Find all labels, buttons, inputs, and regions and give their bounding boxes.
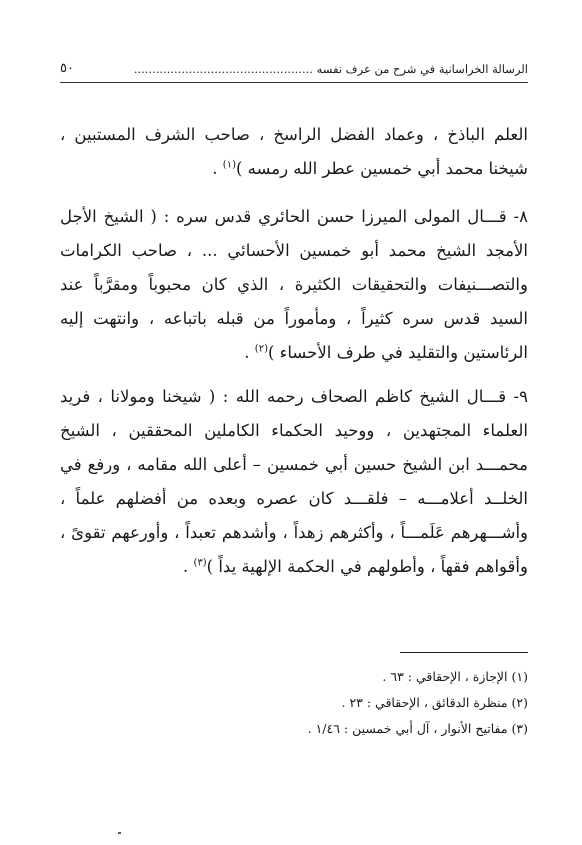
page-number: ٥٠ xyxy=(60,61,74,76)
paragraph-end: . xyxy=(244,343,255,362)
footnote-ref[interactable]: (١) xyxy=(222,159,236,171)
paragraph-text: ٩- قـــال الشيخ كاظم الصحاف رحمه الله : ( شيخنا ومولانا ، فريد العلماء المجتهدين ، ووحيد الحكماء الكاملين المحققين ، الشيخ محمـــد ابن الشيخ حسين أبي خمسين – أعلى الله مقامه ، ورفع في الخلــد أعلامـــه – فلقـــد كان عصره وبعده من أفضلهم علماً ، وأشـــهرهم عَلَمـــاً ، وأكثرهم زهداً ، وأشدهم تعبداً ، وأورعهم تقوىً ، وأقواهم فقهاً ، وأطولهم في الحكمة الإلهية يداً ) xyxy=(60,387,528,576)
main-text xyxy=(60,118,528,594)
paragraph-quote-9 xyxy=(60,380,528,584)
footnote-1: (١) الإجازة ، الإحقاقي : ٦٣ . xyxy=(382,669,528,684)
footnote-ref[interactable]: (٢) xyxy=(254,343,268,355)
page-header xyxy=(60,58,528,80)
paragraph-quote-8 xyxy=(60,200,528,370)
paragraph-end: . xyxy=(212,159,223,178)
running-title: الرسالة الخراسانية في شرح من عرف نفسه ................................................. xyxy=(133,62,528,76)
footnote-ref[interactable]: (٣) xyxy=(193,557,207,569)
footnote-divider xyxy=(400,652,528,653)
paragraph-continuation xyxy=(60,118,528,186)
footnotes xyxy=(60,664,528,742)
paragraph-end: . xyxy=(182,557,194,576)
print-mark xyxy=(118,832,121,834)
header-divider xyxy=(60,82,528,83)
paragraph-text: ٨- قـــال المولى الميرزا حسن الحائري قدس سره : ( الشيخ الأجل الأمجد الشيخ محمد أبو خمسين الأحسائي ... ، صاحب الكرامات والتصـــنيفات والتحقيقات الكثيرة ، الذي كان محبوباً ومقرَّباً عند السيد قدس سره كثيراً ، ومأموراً من قبله باتباعه ، وانتهت إليه الرئاستين والتقليد في طرف الأحساء ) xyxy=(60,207,528,362)
footnote-2: (٢) منظرة الدقائق ، الإحقاقي : ٢٣ . xyxy=(341,695,528,710)
footnote-3: (٣) مفاتيح الأنوار ، آل أبي خمسين : ١/٤٦ . xyxy=(307,721,528,736)
paragraph-text: العلم الباذخ ، وعماد الفضل الراسخ ، صاحب الشرف المستبين ، شيخنا محمد أبي خمسين عطر الله رمسه ) xyxy=(60,125,528,178)
